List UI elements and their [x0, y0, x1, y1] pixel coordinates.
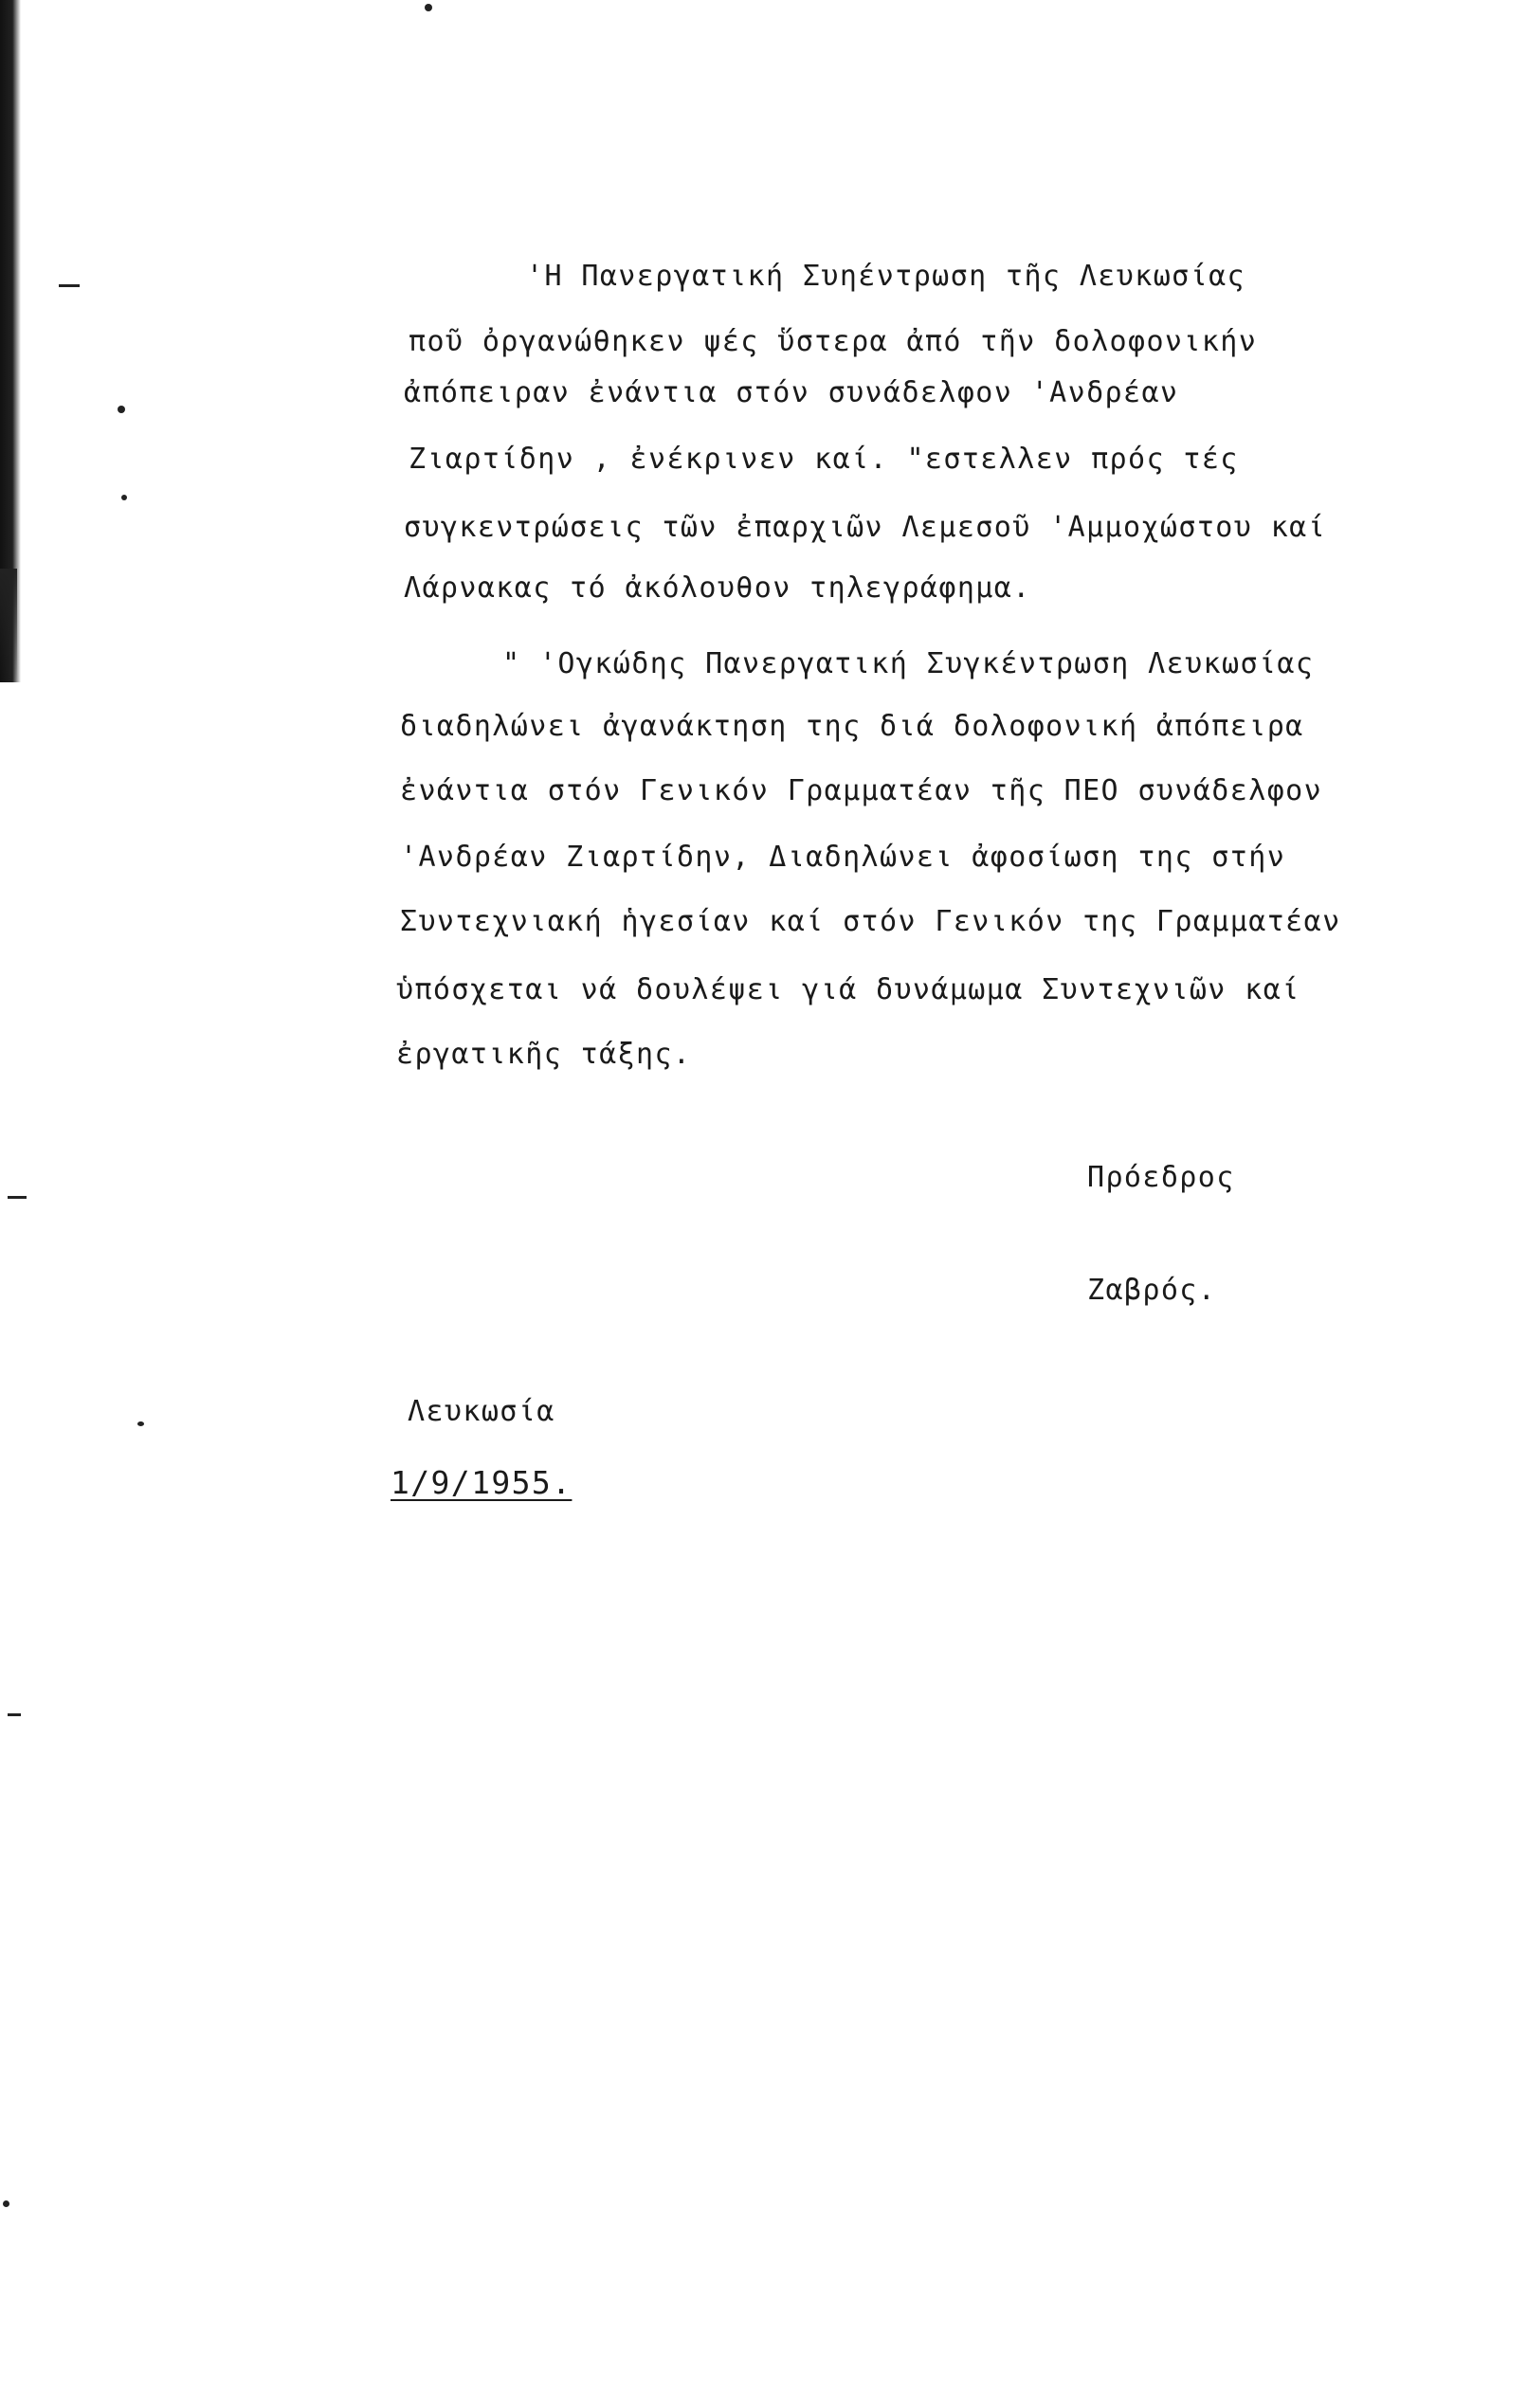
scan-speck — [425, 4, 432, 11]
signature-title: Πρόεδρος — [1087, 1161, 1235, 1194]
scan-edge-shadow — [0, 0, 21, 682]
body-line: 'Η Πανεργατική Συηέντρωση τῆς Λευκωσίας — [526, 260, 1245, 293]
place: Λευκωσία — [408, 1395, 555, 1428]
scan-speck — [118, 406, 125, 413]
date: 1/9/1955. — [391, 1464, 573, 1501]
body-line: ἐργατικῆς τάξης. — [396, 1038, 692, 1071]
body-line: Λάρνακας τό ἀκόλουθον τηλεγράφημα. — [404, 571, 1031, 605]
body-line: ὑπόσχεται νά δουλέψει γιά δυνάμωμα Συντεχνιῶν καί — [396, 973, 1300, 1006]
scan-mark — [59, 284, 80, 287]
body-line: συγκεντρώσεις τῶν ἐπαρχιῶν Λεμεσοῦ 'Αμμοχώστου καί — [404, 511, 1327, 544]
body-line: ἀπόπειραν ἐνάντια στόν συνάδελφον 'Ανδρέαν — [404, 376, 1179, 409]
body-line: Συντεχνιακή ἡγεσίαν καί στόν Γενικόν της Γραμματέαν — [400, 905, 1341, 938]
signature-name: Ζαβρός. — [1087, 1274, 1217, 1307]
body-line: 'Ανδρέαν Ζιαρτίδην, Διαδηλώνει ἀφοσίωση της στήν — [400, 841, 1286, 874]
body-line: ἐνάντια στόν Γενικόν Γραμματέαν τῆς ΠΕΟ συνάδελφον — [400, 774, 1323, 807]
scan-speck — [121, 495, 127, 500]
scan-speck — [137, 1421, 144, 1426]
scan-mark — [8, 1713, 21, 1716]
scan-mark — [8, 1196, 27, 1199]
scan-speck — [3, 2200, 9, 2207]
body-line: ποῦ ὀργανώθηκεν ψές ὕστερα ἀπό τῆν δολοφονικήν — [409, 325, 1258, 358]
body-line: " 'Ογκώδης Πανεργατική Συγκέντρωση Λευκωσίας — [502, 647, 1315, 680]
body-line: Ζιαρτίδην , ἐνέκρινεν καί. "εστελλεν πρός τές — [409, 443, 1239, 476]
body-line: διαδηλώνει ἀγανάκτηση της διά δολοφονική ἀπόπειρα — [400, 710, 1304, 743]
